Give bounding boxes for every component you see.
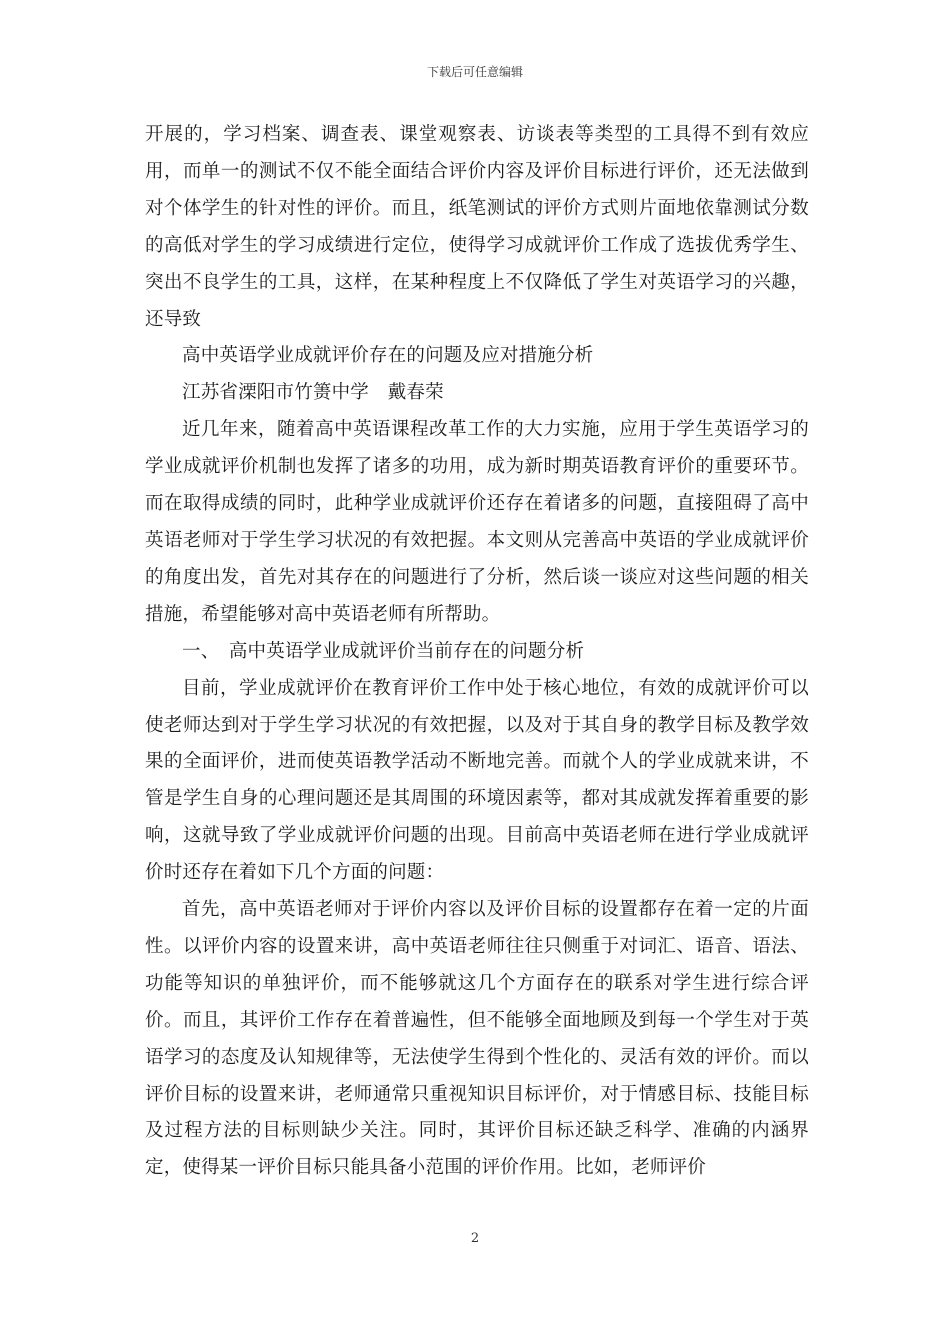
author-line: 江苏省溧阳市竹箦中学 戴春荣 — [182, 382, 444, 404]
section-heading: 一、 高中英语学业成就评价当前存在的问题分析 — [182, 640, 585, 662]
paragraph: 目前，学业成就评价在教育评价工作中处于核心地位，有效的成就评价可以使老师达到对于学生学习状况的有效把握，以及对于其自身的教学目标及教学效果的全面评价，进而使英语教学活动不断地完善。而就个人的学业成就来讲，不管是学生自身的心理问题还是其周围的环境因素等，都对其成就发挥着重要的影响，这就导致了学业成就评价问题的出现。目前高中英语老师在进行学业成就评价时还存在着如下几个方面的问题： — [145, 677, 809, 884]
paragraph: 近几年来，随着高中英语课程改革工作的大力实施，应用于学生英语学习的学业成就评价机制也发挥了诸多的功用，成为新时期英语教育评价的重要环节。而在取得成绩的同时，此种学业成就评价还存在着诸多的问题，直接阻碍了高中英语老师对于学生学习状况的有效把握。本文则从完善高中英语的学业成就评价的角度出发，首先对其存在的问题进行了分析，然后谈一谈应对这些问题的相关措施，希望能够对高中英语老师有所帮助。 — [145, 419, 809, 625]
document-body — [145, 117, 809, 1187]
paragraph: 开展的，学习档案、调查表、课堂观察表、访谈表等类型的工具得不到有效应用，而单一的测试不仅不能全面结合评价内容及评价目标进行评价，还无法做到对个体学生的针对性的评价。而且，纸笔测试的评价方式则片面地依靠测试分数的高低对学生的学习成绩进行定位，使得学习成就评价工作成了选拔优秀学生、突出不良学生的工具，这样，在某种程度上不仅降低了学生对英语学习的兴趣，还导致 — [145, 124, 809, 330]
page-header: 下载后可任意编辑 — [426, 65, 523, 79]
page-number: 2 — [470, 1231, 480, 1246]
article-title: 高中英语学业成就评价存在的问题及应对措施分析 — [182, 345, 594, 367]
paragraph: 首先，高中英语老师对于评价内容以及评价目标的设置都存在着一定的片面性。以评价内容的设置来讲，高中英语老师往往只侧重于对词汇、语音、语法、功能等知识的单独评价，而不能够就这几个方面存在的联系对学生进行综合评价。而且，其评价工作存在着普遍性，但不能够全面地顾及到每一个学生对于英语学习的态度及认知规律等，无法使学生得到个性化的、灵活有效的评价。而以评价目标的设置来讲，老师通常只重视知识目标评价，对于情感目标、技能目标及过程方法的目标则缺少关注。同时，其评价目标还缺乏科学、准确的内涵界定，使得某一评价目标只能具备小范围的评价作用。比如，老师评价 — [145, 899, 809, 1179]
